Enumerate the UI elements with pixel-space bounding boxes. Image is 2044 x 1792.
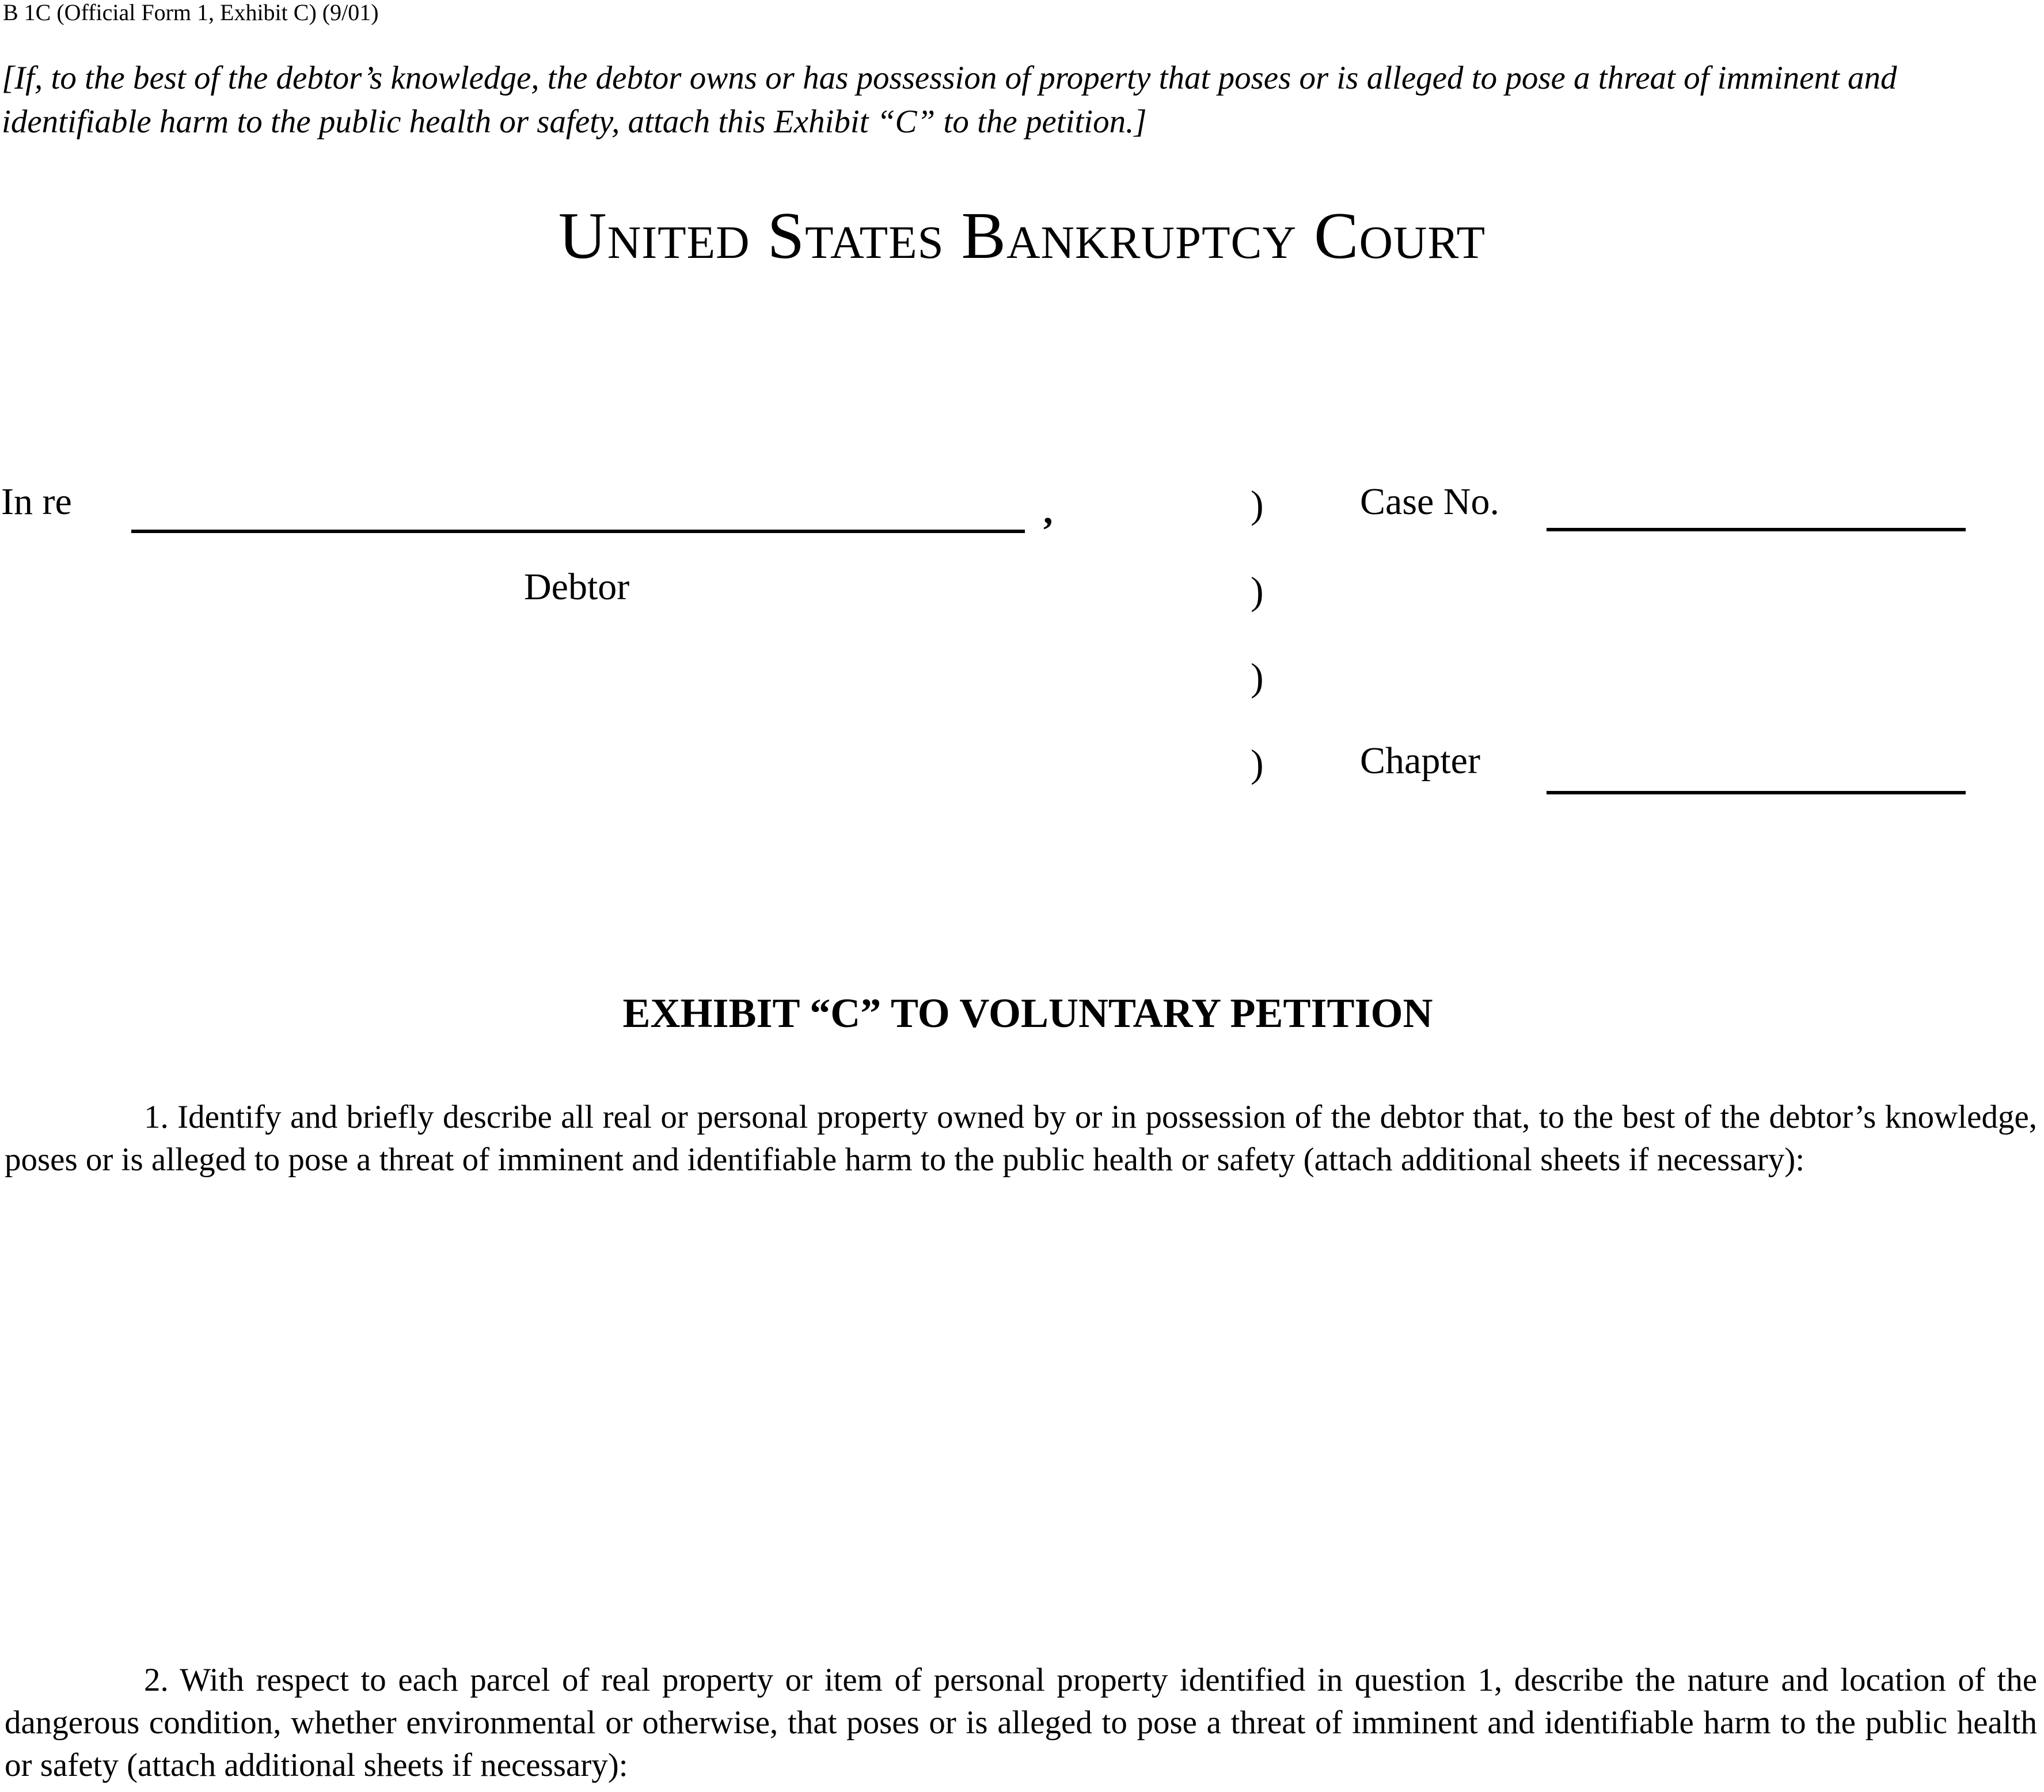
case-no-label: Case No. [1360,481,1499,523]
exhibit-title: EXHIBIT “C” TO VOLUNTARY PETITION [622,990,1433,1036]
chapter-field[interactable] [1547,791,1966,794]
case-no-field[interactable] [1547,528,1966,531]
debtor-name-field[interactable] [131,530,1025,533]
filing-instruction: [If, to the best of the debtor’s knowledge, the debtor owns or has possession of property that poses or is alleged to pose a threat of imminent and identifiable harm to the public health or safety, attach this Exhibit “C” to the petition.] [2,60,1897,140]
form-id: B 1C (Official Form 1, Exhibit C) (9/01) [3,0,379,25]
debtor-label: Debtor [524,566,630,608]
caption-comma: , [1043,490,1053,532]
caption-paren: ) [1251,569,1264,612]
court-title: United States Bankruptcy Court [558,199,1486,273]
question-2: 2. With respect to each parcel of real property or item of personal property identified in question 1, describe the nature and location of the dangerous condition, whether environmental or otherwise, that poses or is alleged to pose a threat of imminent and identifiable harm to the public health or safety (attach additional sheets if necessary): [5,1662,2037,1783]
caption-paren: ) [1251,655,1264,699]
question-1: 1. Identify and briefly describe all real or personal property owned by or in possession of the debtor that, to the best of the debtor’s knowledge, poses or is alleged to pose a threat of imminent and identifiable harm to the public health or safety (attach additional sheets if necessary): [5,1099,2037,1178]
caption-paren: ) [1251,741,1264,785]
chapter-label: Chapter [1360,740,1480,782]
caption-paren: ) [1251,482,1264,526]
in-re-label: In re [1,481,72,523]
